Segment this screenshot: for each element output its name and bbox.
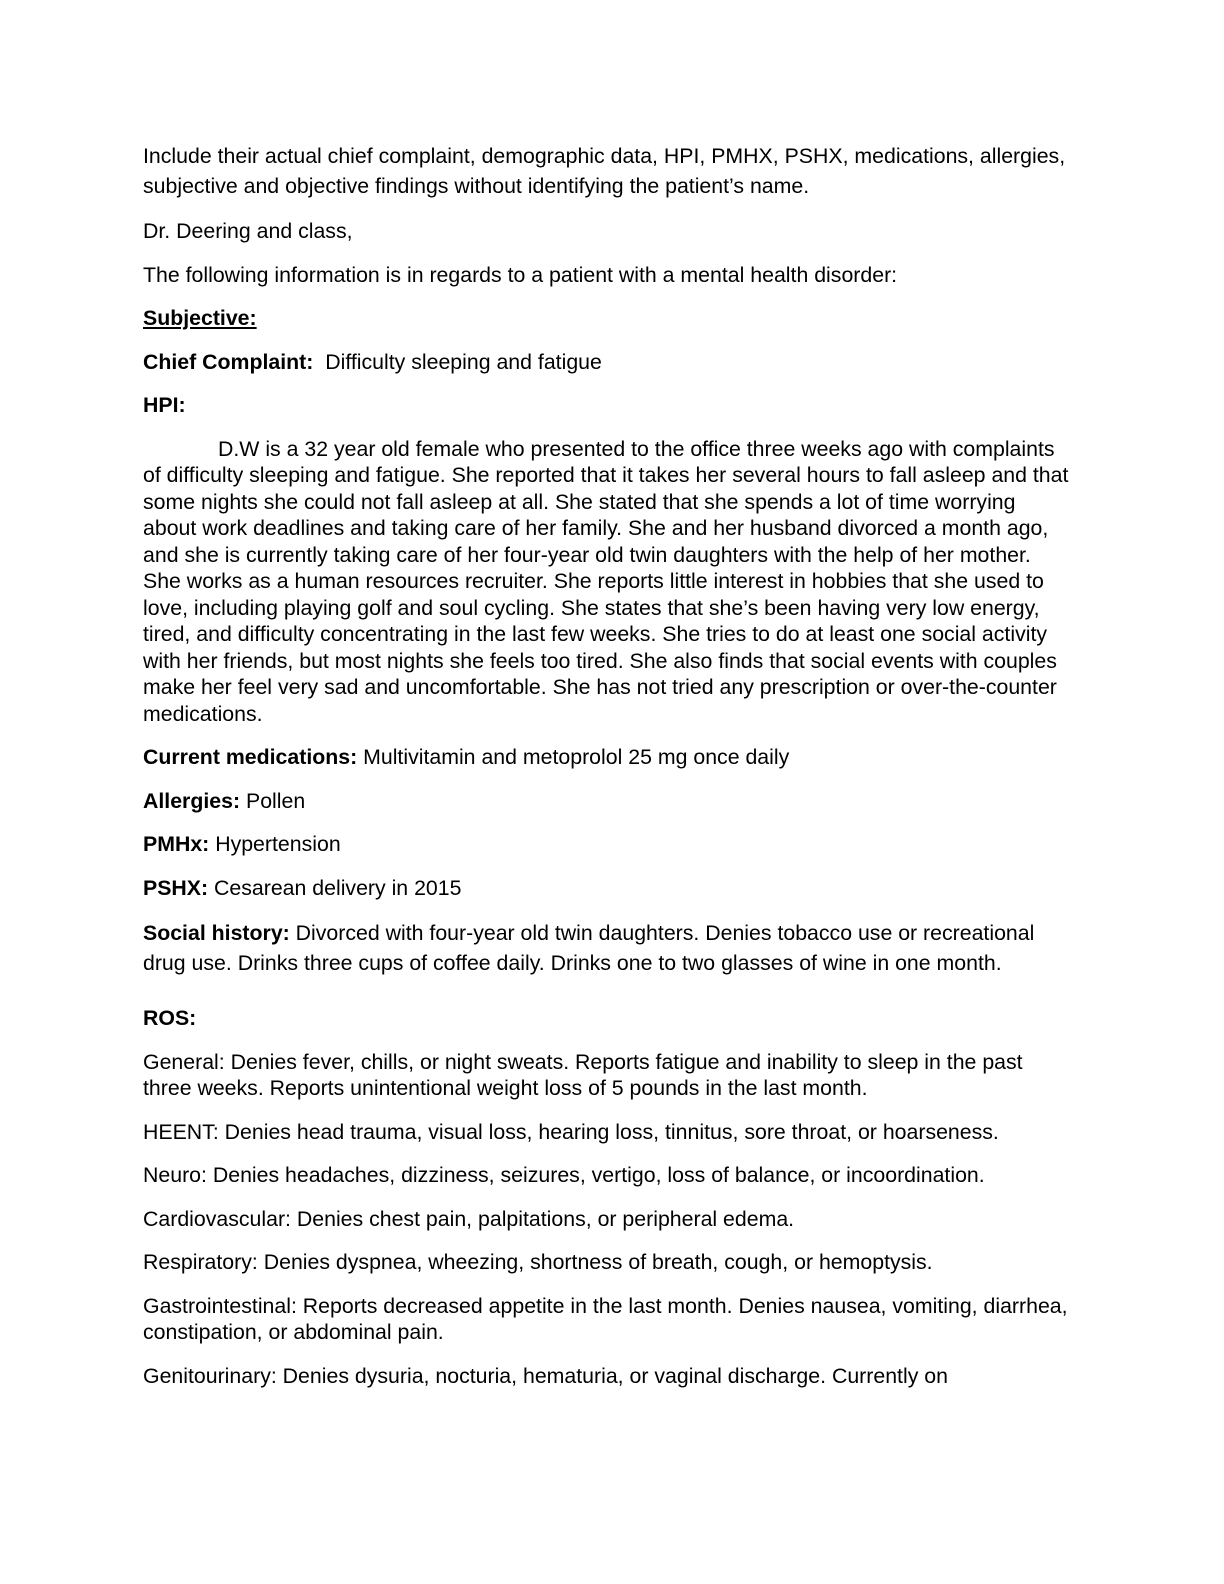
pshx-value: Cesarean delivery in 2015 [214,875,462,900]
ros-neuro: Neuro: Denies headaches, dizziness, seizures, vertigo, loss of balance, or incoordination. [143,1163,985,1187]
allergies-value: Pollen [245,788,306,813]
ros-genitourinary: Genitourinary: Denies dysuria, nocturia, hematuria, or vaginal discharge. Currently on [143,1363,948,1388]
chief-complaint [143,349,1073,376]
hpi-label: HPI: [143,393,186,417]
pmhx [143,831,1073,858]
hpi-body: D.W is a 32 year old female who presented to the office three weeks ago with complaints of difficulty sleeping and fatigue. She reported that it takes her several hours to fall asleep and that some nights she could not fall asleep at all. She stated that she spends a lot of time worrying about work deadlines and taking care of her family. She and her husband divorced a month ago, and she is currently taking care of her four-year old twin daughters with the help of her mother. She works as a human resources recruiter. She reports little interest in hobbies that she used to love, including playing golf and soul cycling. She states that she’s been having very low energy, tired, and difficulty concentrating in the last few weeks. She tries to do at least one social activity with her friends, but most nights she feels too tired. She also finds that social events with couples make her feel very sad and uncomfortable. She has not tried any prescription or over-the-counter medications. [143,436,1069,726]
subjective-heading [143,305,1073,332]
social-history [143,918,1073,978]
pmhx-value: Hypertension [215,832,341,856]
ros-label: ROS: [143,1006,197,1030]
ros-cardiovascular: Cardiovascular: Denies chest pain, palpitations, or peripheral edema. [143,1206,795,1231]
social-history-label: Social history: [143,921,290,945]
subjective-heading-text: Subjective: [143,306,257,330]
current-medications [143,744,1073,771]
document-body [143,141,1073,1389]
allergies [143,788,1073,815]
ros-general: General: Denies fever, chills, or night sweats. Reports fatigue and inability to sleep in the past three weeks. Reports unintentional weight loss of 5 pounds in the last month. [143,1049,1023,1100]
allergies-label: Allergies: [143,788,241,813]
greeting: Dr. Deering and class, [143,219,353,243]
lead-in: The following information is in regards to a patient with a mental health disorder: [143,262,898,287]
chief-complaint-label: Chief Complaint: [143,349,314,374]
chief-complaint-value: Difficulty sleeping and fatigue [325,349,602,374]
ros-heent: HEENT: Denies head trauma, visual loss, hearing loss, tinnitus, sore throat, or hoarseness. [143,1119,999,1144]
pmhx-label: PMHx: [143,832,210,856]
intro-instruction: Include their actual chief complaint, demographic data, HPI, PMHX, PSHX, medications, allergies, subjective and objective findings without identifying the patient’s name. [143,144,1066,198]
social-history-value: Divorced with four-year old twin daughters. Denies tobacco use or recreational drug use. Drinks three cups of coffee daily. Drinks one to two glasses of wine in one month. [143,921,1035,975]
hpi-heading [143,392,1073,419]
medications-value: Multivitamin and metoprolol 25 mg once daily [363,745,790,769]
ros-respiratory: Respiratory: Denies dyspnea, wheezing, shortness of breath, cough, or hemoptysis. [143,1250,933,1274]
ros-heading [143,1005,1073,1032]
pshx-label: PSHX: [143,875,209,900]
medications-label: Current medications: [143,745,358,769]
pshx [143,875,1073,902]
ros-gastrointestinal: Gastrointestinal: Reports decreased appetite in the last month. Denies nausea, vomiting, diarrhea, constipation, or abdominal pain. [143,1293,1068,1344]
